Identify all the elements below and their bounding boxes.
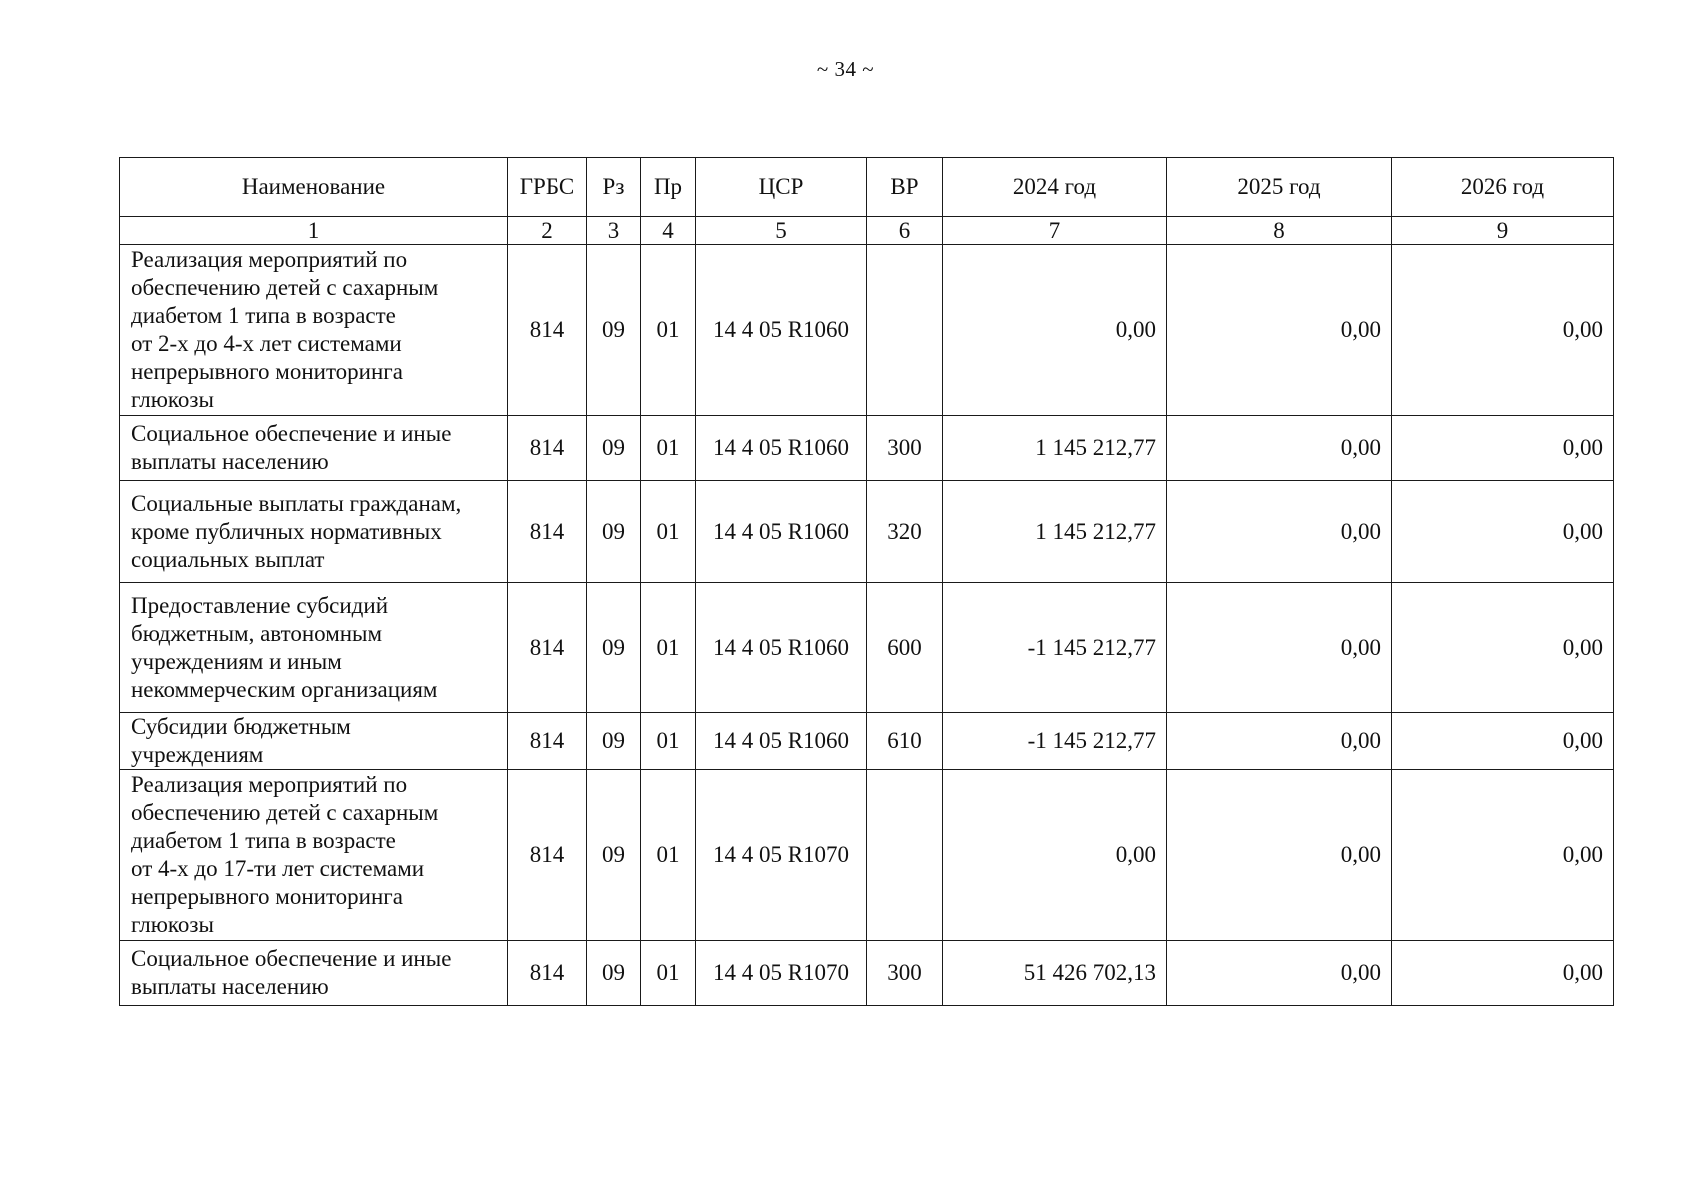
row-name-cell xyxy=(120,583,508,713)
header-2025: 2025 год xyxy=(1167,158,1392,217)
column-number: 1 xyxy=(120,217,508,245)
amount-2025-cell: 0,00 xyxy=(1167,416,1392,481)
amount-2026-cell: 0,00 xyxy=(1392,416,1614,481)
column-number: 4 xyxy=(641,217,696,245)
grbs-cell: 814 xyxy=(508,583,587,713)
grbs-cell: 814 xyxy=(508,481,587,583)
table-row xyxy=(120,770,1614,941)
grbs-cell: 814 xyxy=(508,941,587,1006)
row-name-line: обеспечению детей с сахарным xyxy=(131,275,439,300)
vr-cell xyxy=(867,770,943,941)
header-2024: 2024 год xyxy=(943,158,1167,217)
table-row xyxy=(120,245,1614,416)
row-name-cell xyxy=(120,416,508,481)
column-number: 8 xyxy=(1167,217,1392,245)
amount-2024-cell: 1 145 212,77 xyxy=(943,481,1167,583)
amount-2024-cell: 0,00 xyxy=(943,245,1167,416)
grbs-cell: 814 xyxy=(508,245,587,416)
grbs-cell: 814 xyxy=(508,416,587,481)
csr-cell: 14 4 05 R1060 xyxy=(696,416,867,481)
row-name-cell xyxy=(120,713,508,770)
row-name-line: кроме публичных нормативных xyxy=(131,518,442,544)
vr-cell: 320 xyxy=(867,481,943,583)
row-name-line: от 4-х до 17-ти лет системами xyxy=(131,856,425,881)
row-name-line: непрерывного мониторинга xyxy=(131,359,403,384)
amount-2025-cell: 0,00 xyxy=(1167,245,1392,416)
rz-cell: 09 xyxy=(587,713,641,770)
csr-cell: 14 4 05 R1060 xyxy=(696,245,867,416)
amount-2025-cell: 0,00 xyxy=(1167,713,1392,770)
header-grbs: ГРБС xyxy=(508,158,587,217)
amount-2025-cell: 0,00 xyxy=(1167,941,1392,1006)
amount-2025-cell: 0,00 xyxy=(1167,481,1392,583)
pr-cell: 01 xyxy=(641,941,696,1006)
column-number-row xyxy=(120,217,1614,245)
rz-cell: 09 xyxy=(587,583,641,713)
table-row xyxy=(120,481,1614,583)
row-name-line: Субсидии бюджетным xyxy=(131,714,351,739)
rz-cell: 09 xyxy=(587,770,641,941)
row-name-line: диабетом 1 типа в возрасте xyxy=(131,828,396,853)
amount-2026-cell: 0,00 xyxy=(1392,583,1614,713)
amount-2024-cell: 0,00 xyxy=(943,770,1167,941)
row-name-line: выплаты населению xyxy=(131,449,329,474)
header-name: Наименование xyxy=(120,158,508,217)
row-name-line: Предоставление субсидий xyxy=(131,592,388,618)
row-name-cell xyxy=(120,245,508,416)
amount-2026-cell: 0,00 xyxy=(1392,245,1614,416)
vr-cell: 300 xyxy=(867,941,943,1006)
row-name-line: Реализация мероприятий по xyxy=(131,772,408,797)
row-name-line: учреждениям и иным xyxy=(131,648,342,674)
rz-cell: 09 xyxy=(587,481,641,583)
amount-2026-cell: 0,00 xyxy=(1392,481,1614,583)
column-number: 5 xyxy=(696,217,867,245)
header-pr: Пр xyxy=(641,158,696,217)
grbs-cell: 814 xyxy=(508,770,587,941)
row-name-line: диабетом 1 типа в возрасте xyxy=(131,303,396,328)
row-name-line: Социальные выплаты гражданам, xyxy=(131,490,462,516)
row-name-line: выплаты населению xyxy=(131,974,329,999)
row-name-line: обеспечению детей с сахарным xyxy=(131,800,439,825)
grbs-cell: 814 xyxy=(508,713,587,770)
table-row xyxy=(120,941,1614,1006)
column-number: 7 xyxy=(943,217,1167,245)
header-2026: 2026 год xyxy=(1392,158,1614,217)
amount-2025-cell: 0,00 xyxy=(1167,583,1392,713)
row-name-line: глюкозы xyxy=(131,387,214,412)
row-name-line: учреждениям xyxy=(131,742,264,767)
page-number: ~ 34 ~ xyxy=(816,57,875,81)
column-number: 2 xyxy=(508,217,587,245)
row-name-cell xyxy=(120,770,508,941)
header-vr: ВР xyxy=(867,158,943,217)
vr-cell: 610 xyxy=(867,713,943,770)
amount-2025-cell: 0,00 xyxy=(1167,770,1392,941)
csr-cell: 14 4 05 R1060 xyxy=(696,713,867,770)
header-rz: Рз xyxy=(587,158,641,217)
budget-table xyxy=(119,157,1614,1006)
pr-cell: 01 xyxy=(641,245,696,416)
rz-cell: 09 xyxy=(587,245,641,416)
rz-cell: 09 xyxy=(587,416,641,481)
row-name-cell xyxy=(120,481,508,583)
column-number: 9 xyxy=(1392,217,1614,245)
rz-cell: 09 xyxy=(587,941,641,1006)
pr-cell: 01 xyxy=(641,713,696,770)
csr-cell: 14 4 05 R1070 xyxy=(696,941,867,1006)
csr-cell: 14 4 05 R1060 xyxy=(696,583,867,713)
header-row xyxy=(120,158,1614,217)
pr-cell: 01 xyxy=(641,481,696,583)
pr-cell: 01 xyxy=(641,416,696,481)
vr-cell: 300 xyxy=(867,416,943,481)
header-csr: ЦСР xyxy=(696,158,867,217)
row-name-line: непрерывного мониторинга xyxy=(131,884,403,909)
row-name-line: Социальное обеспечение и иные xyxy=(131,946,452,971)
amount-2024-cell: -1 145 212,77 xyxy=(943,713,1167,770)
pr-cell: 01 xyxy=(641,583,696,713)
row-name-line: глюкозы xyxy=(131,912,214,937)
column-number: 3 xyxy=(587,217,641,245)
column-number: 6 xyxy=(867,217,943,245)
table-row xyxy=(120,416,1614,481)
amount-2024-cell: -1 145 212,77 xyxy=(943,583,1167,713)
vr-cell xyxy=(867,245,943,416)
amount-2026-cell: 0,00 xyxy=(1392,713,1614,770)
row-name-line: Социальное обеспечение и иные xyxy=(131,421,452,446)
amount-2026-cell: 0,00 xyxy=(1392,770,1614,941)
row-name-cell xyxy=(120,941,508,1006)
csr-cell: 14 4 05 R1070 xyxy=(696,770,867,941)
table-row xyxy=(120,713,1614,770)
row-name-line: Реализация мероприятий по xyxy=(131,247,408,272)
csr-cell: 14 4 05 R1060 xyxy=(696,481,867,583)
row-name-line: от 2-х до 4-х лет системами xyxy=(131,331,402,356)
row-name-line: бюджетным, автономным xyxy=(131,620,383,646)
pr-cell: 01 xyxy=(641,770,696,941)
amount-2024-cell: 1 145 212,77 xyxy=(943,416,1167,481)
amount-2026-cell: 0,00 xyxy=(1392,941,1614,1006)
table-row xyxy=(120,583,1614,713)
row-name-line: некоммерческим организациям xyxy=(131,676,438,702)
amount-2024-cell: 51 426 702,13 xyxy=(943,941,1167,1006)
row-name-line: социальных выплат xyxy=(131,546,325,572)
vr-cell: 600 xyxy=(867,583,943,713)
